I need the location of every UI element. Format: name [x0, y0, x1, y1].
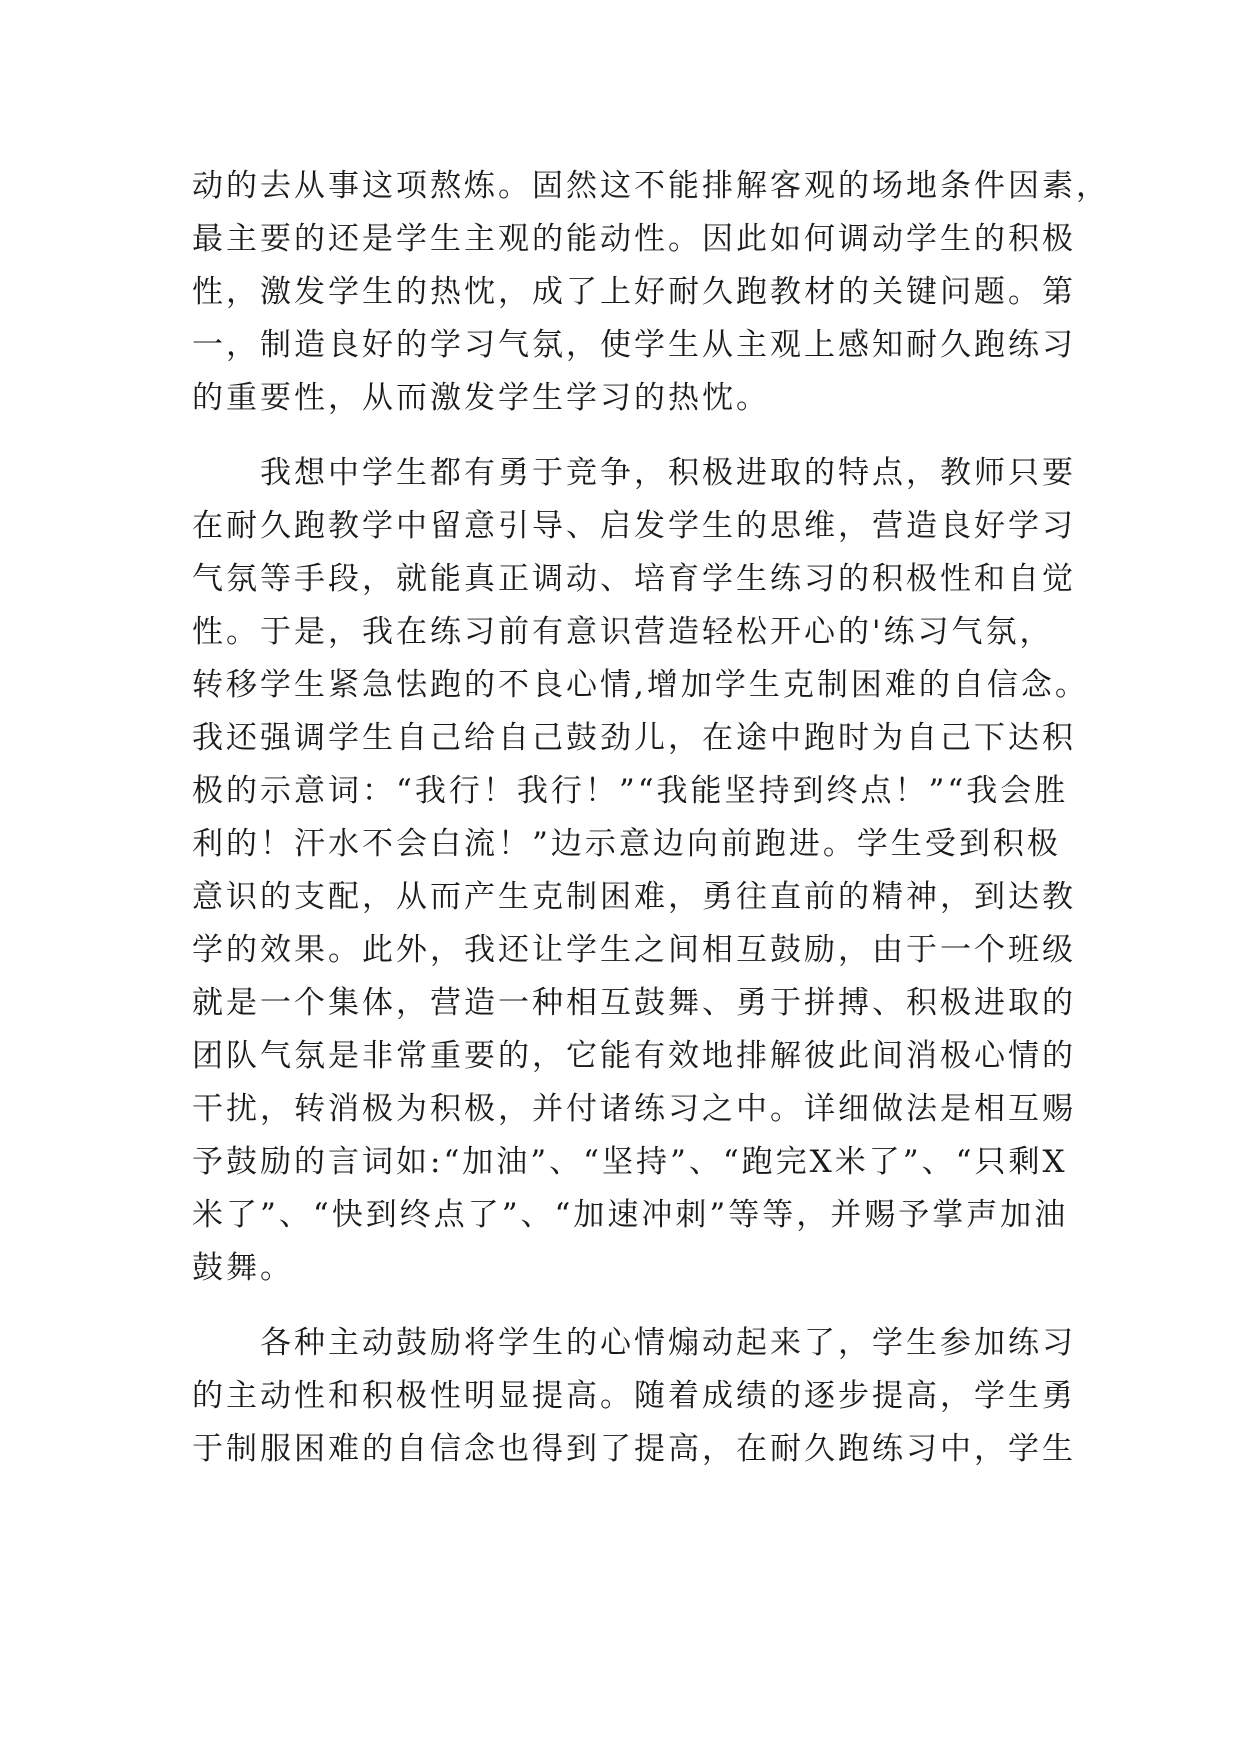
text-line: 米了”、“快到终点了”、“加速冲刺”等等，并赐予掌声加油	[192, 1197, 1069, 1233]
text-line: 团队气氛是非常重要的，它能有效地排解彼此间消极心情的	[192, 1038, 1076, 1074]
paragraph-gap	[192, 425, 1072, 447]
text-line: 我想中学生都有勇于竞争，积极进取的特点，教师只要	[192, 455, 1076, 491]
text-line: 学的效果。此外，我还让学生之间相互鼓励，由于一个班级	[192, 932, 1076, 968]
text-line: 鼓舞。	[192, 1250, 294, 1286]
text-line: 意识的支配，从而产生克制困难，勇往直前的精神，到达教	[192, 879, 1076, 915]
paragraph-2	[192, 447, 1089, 1295]
text-line: 性。于是，我在练习前有意识营造轻松开心的'练习气氛，	[192, 614, 1054, 650]
text-line: 在耐久跑教学中留意引导、启发学生的思维，营造良好学习	[192, 508, 1076, 544]
text-line: 利的！汗水不会白流！”边示意边向前跑进。学生受到积极	[192, 826, 1061, 862]
text-line: 气氛等手段，就能真正调动、培育学生练习的积极性和自觉	[192, 561, 1076, 597]
body-text	[192, 160, 1110, 1476]
text-line: 就是一个集体，营造一种相互鼓舞、勇于拼搏、积极进取的	[192, 985, 1076, 1021]
text-line: 性，激发学生的热忱，成了上好耐久跑教材的关键问题。第	[192, 274, 1076, 310]
paragraph-gap	[192, 1295, 1072, 1317]
text-line: 最主要的还是学生主观的能动性。因此如何调动学生的积极	[192, 221, 1076, 257]
text-line: 各种主动鼓励将学生的心情煽动起来了，学生参加练习	[192, 1325, 1076, 1361]
text-line: 一，制造良好的学习气氛，使学生从主观上感知耐久跑练习	[192, 327, 1076, 363]
paragraph-3	[192, 1317, 1076, 1476]
text-line: 予鼓励的言词如:“加油”、“坚持”、“跑完X米了”、“只剩X	[192, 1144, 1068, 1180]
text-line: 的主动性和积极性明显提高。随着成绩的逐步提高，学生勇	[192, 1378, 1076, 1414]
text-line: 干扰，转消极为积极，并付诸练习之中。详细做法是相互赐	[192, 1091, 1076, 1127]
paragraph-1	[192, 160, 1110, 425]
text-line: 我还强调学生自己给自己鼓劲儿，在途中跑时为自己下达积	[192, 720, 1076, 756]
text-line: 转移学生紧急怯跑的不良心情,增加学生克制困难的自信念。	[192, 667, 1089, 703]
text-line: 于制服困难的自信念也得到了提高，在耐久跑练习中，学生	[192, 1431, 1076, 1467]
text-line: 极的示意词：“我行！我行！”“我能坚持到终点！”“我会胜	[192, 773, 1069, 809]
text-line: 动的去从事这项熬炼。固然这不能排解客观的场地条件因素，	[192, 168, 1110, 204]
text-line: 的重要性，从而激发学生学习的热忱。	[192, 380, 770, 416]
